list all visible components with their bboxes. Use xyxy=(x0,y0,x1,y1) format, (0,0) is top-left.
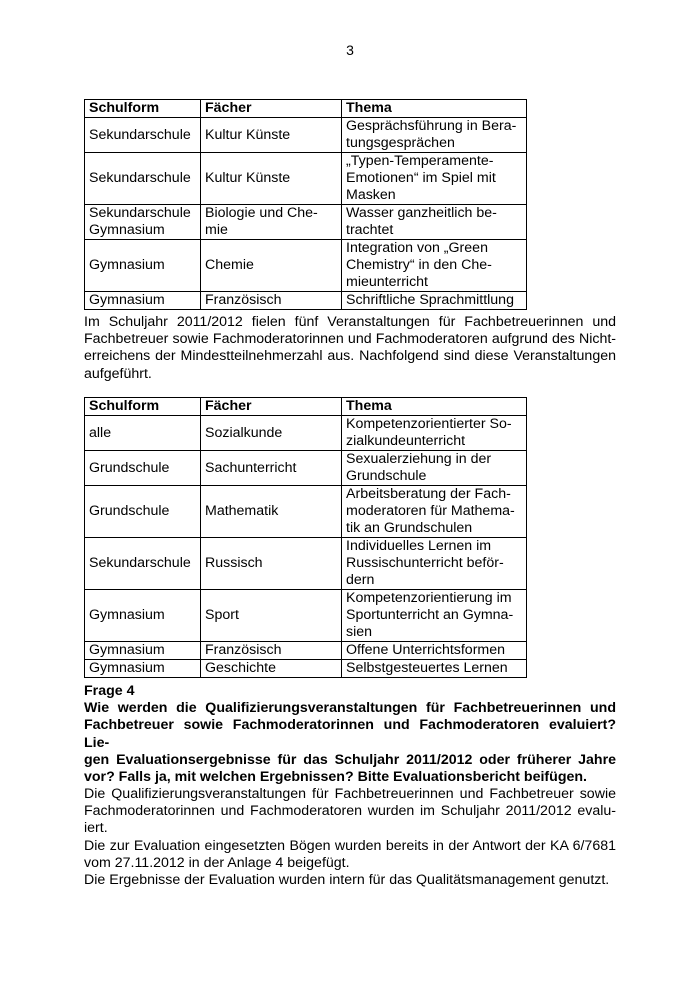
cell-faecher xyxy=(201,292,342,310)
cell-text-line: Kultur Künste xyxy=(205,126,291,143)
cell-text-line: tungsgesprächen xyxy=(346,135,455,151)
cell-text-line: Kompetenzorientierter So- xyxy=(346,416,512,432)
table-row xyxy=(85,590,527,642)
cell-schulform xyxy=(85,240,201,292)
cell-thema xyxy=(342,205,527,240)
question-heading: Frage 4 xyxy=(84,683,135,699)
cell-text-line: Chemie xyxy=(205,257,254,273)
question-line: vor? Falls ja, mit welchen Ergebnissen? Bitte Evaluationsbericht beifügen. xyxy=(84,769,587,786)
cell-thema xyxy=(342,451,527,486)
answer-line: iert. xyxy=(84,820,108,837)
cell-faecher xyxy=(201,451,342,486)
cell-schulform xyxy=(85,118,201,153)
cell-text-line: Masken xyxy=(346,187,396,203)
paragraph-line: Im Schuljahr 2011/2012 fielen fünf Veranstaltungen für Fachbetreuerinnen und xyxy=(84,314,616,330)
header-thema: Thema xyxy=(342,100,527,118)
cell-text-line: Gymnasium xyxy=(89,257,165,273)
cell-faecher xyxy=(201,416,342,451)
cell-faecher xyxy=(201,153,342,205)
answer-line: Die Qualifizierungsveranstaltungen für Fachbetreuerinnen und Fachbetreuer sowie xyxy=(84,786,616,802)
cell-text-line: Chemistry“ in den Che- xyxy=(346,257,492,273)
table-row xyxy=(85,660,527,678)
cell-text-line: Sportunterricht an Gymna- xyxy=(346,607,514,623)
cell-text-line: trachtet xyxy=(346,222,394,238)
paragraph-line: aufgeführt. xyxy=(84,365,152,382)
cell-text-line: Sport xyxy=(205,607,239,623)
cell-text-line: Gymnasium xyxy=(89,642,165,658)
table-row xyxy=(85,205,527,240)
cell-text-line: Individuelles Lernen im xyxy=(346,538,492,554)
cell-thema xyxy=(342,642,527,660)
header-faecher: Fächer xyxy=(201,398,342,416)
cell-text-line: Sekundarschule xyxy=(89,126,191,143)
cell-text-line: Grundschule xyxy=(346,468,427,484)
cell-text-line: Russischunterricht beför- xyxy=(346,555,504,571)
table-row xyxy=(85,416,527,451)
cell-text-line: tik an Grundschulen xyxy=(346,520,473,536)
cell-schulform xyxy=(85,590,201,642)
answer-section xyxy=(84,786,616,889)
cell-faecher xyxy=(201,486,342,538)
cell-text-line: Schriftliche Sprachmittlung xyxy=(346,292,514,308)
cell-thema xyxy=(342,292,527,310)
cell-faecher xyxy=(201,660,342,678)
question-line: Fachbetreuer sowie Fachmoderatorinnen und Fachmoderatoren evaluiert? Lie- xyxy=(84,717,616,751)
cell-text-line: Gesprächsführung in Bera- xyxy=(346,118,517,134)
answer-line: Die zur Evaluation eingesetzten Bögen wurden bereits in der Antwort der KA 6/7681 xyxy=(84,837,616,854)
cell-text-line: mieunterricht xyxy=(346,274,429,290)
cell-thema xyxy=(342,153,527,205)
paragraph-line: Fachbetreuer sowie Fachmoderatorinnen und Fachmoderatoren aufgrund des Nicht- xyxy=(84,331,616,348)
header-faecher: Fächer xyxy=(201,100,342,118)
cell-thema xyxy=(342,590,527,642)
cell-faecher xyxy=(201,205,342,240)
cell-text-line: Sekundarschule xyxy=(89,170,191,186)
cell-text-line: Sekundarschule xyxy=(89,555,191,571)
table-row xyxy=(85,292,527,310)
cell-text-line: Grundschule xyxy=(89,459,170,476)
cell-schulform xyxy=(85,642,201,660)
cell-thema xyxy=(342,416,527,451)
cell-schulform xyxy=(85,451,201,486)
table-row xyxy=(85,642,527,660)
table-row xyxy=(85,486,527,538)
cell-text-line: sien xyxy=(346,624,373,640)
cell-faecher xyxy=(201,240,342,292)
header-schulform: Schulform xyxy=(85,100,201,118)
cell-thema xyxy=(342,486,527,538)
cell-text-line: Kultur Künste xyxy=(205,170,291,186)
cell-text-line: Sachunterricht xyxy=(205,459,297,476)
cell-text-line: alle xyxy=(89,424,112,441)
cell-text-line: Sekundarschule xyxy=(89,205,191,221)
cell-text-line: Gymnasium xyxy=(89,660,165,676)
cell-thema xyxy=(342,240,527,292)
cell-text-line: Arbeitsberatung der Fach- xyxy=(346,486,511,502)
answer-line: Fachmoderatorinnen und Fachmoderatoren wurden im Schuljahr 2011/2012 evalu- xyxy=(84,803,616,820)
cell-text-line: Mathematik xyxy=(205,503,279,519)
cell-thema xyxy=(342,660,527,678)
cell-schulform xyxy=(85,292,201,310)
cell-schulform xyxy=(85,205,201,240)
cell-schulform xyxy=(85,660,201,678)
question-line: Wie werden die Qualifizierungsveranstaltungen für Fachbetreuerinnen und xyxy=(84,700,616,717)
cell-schulform xyxy=(85,416,201,451)
paragraph-line: erreichens der Mindestteilnehmerzahl aus. Nachfolgend sind diese Veranstaltungen xyxy=(84,348,616,365)
cell-faecher xyxy=(201,590,342,642)
cell-text-line: Gymnasium xyxy=(89,222,165,238)
table-header-row xyxy=(85,100,527,118)
cell-text-line: Gymnasium xyxy=(89,292,165,308)
question-section xyxy=(84,683,616,786)
header-thema: Thema xyxy=(342,398,527,416)
cell-faecher xyxy=(201,118,342,153)
cell-text-line: Emotionen“ im Spiel mit xyxy=(346,170,496,186)
table-row xyxy=(85,538,527,590)
cell-text-line: Sozialkunde xyxy=(205,424,283,441)
cell-schulform xyxy=(85,538,201,590)
cell-text-line: Selbstgesteuertes Lernen xyxy=(346,660,508,676)
cell-text-line: Geschichte xyxy=(205,660,276,676)
header-schulform: Schulform xyxy=(85,398,201,416)
cell-text-line: mie xyxy=(205,222,228,238)
cell-text-line: Integration von „Green xyxy=(346,240,488,256)
cancelled-events-table xyxy=(84,397,527,678)
table-row xyxy=(85,118,527,153)
page-number: 3 xyxy=(346,42,354,58)
table-row xyxy=(85,240,527,292)
cell-schulform xyxy=(85,486,201,538)
cell-text-line: moderatoren für Mathema- xyxy=(346,503,515,519)
cell-text-line: Grundschule xyxy=(89,503,170,519)
cell-faecher xyxy=(201,538,342,590)
cell-thema xyxy=(342,118,527,153)
answer-line: vom 27.11.2012 in der Anlage 4 beigefügt. xyxy=(84,854,350,871)
cell-text-line: dern xyxy=(346,572,375,588)
answer-line: Die Ergebnisse der Evaluation wurden intern für das Qualitätsmanagement genutzt. xyxy=(84,872,610,889)
events-table xyxy=(84,99,527,310)
cell-thema xyxy=(342,538,527,590)
cell-text-line: Französisch xyxy=(205,642,282,658)
cell-faecher xyxy=(201,642,342,660)
table-row xyxy=(85,451,527,486)
cell-text-line: Biologie und Che- xyxy=(205,205,318,221)
cell-text-line: Sexualerziehung in der xyxy=(346,451,492,467)
question-line: gen Evaluationsergebnisse für das Schuljahr 2011/2012 oder früherer Jahre xyxy=(84,751,616,768)
cell-text-line: Wasser ganzheitlich be- xyxy=(346,205,497,221)
cell-text-line: zialkundeunterricht xyxy=(346,433,466,449)
table-header-row xyxy=(85,398,527,416)
cell-text-line: Kompetenzorientierung im xyxy=(346,590,512,606)
cell-text-line: Russisch xyxy=(205,555,263,571)
cell-text-line: Gymnasium xyxy=(89,607,165,623)
cell-text-line: Französisch xyxy=(205,292,282,308)
cell-schulform xyxy=(85,153,201,205)
cell-text-line: „Typen-Temperamente- xyxy=(346,153,494,169)
cell-text-line: Offene Unterrichtsformen xyxy=(346,642,506,658)
table-row xyxy=(85,153,527,205)
cancelled-events-paragraph xyxy=(84,314,616,383)
